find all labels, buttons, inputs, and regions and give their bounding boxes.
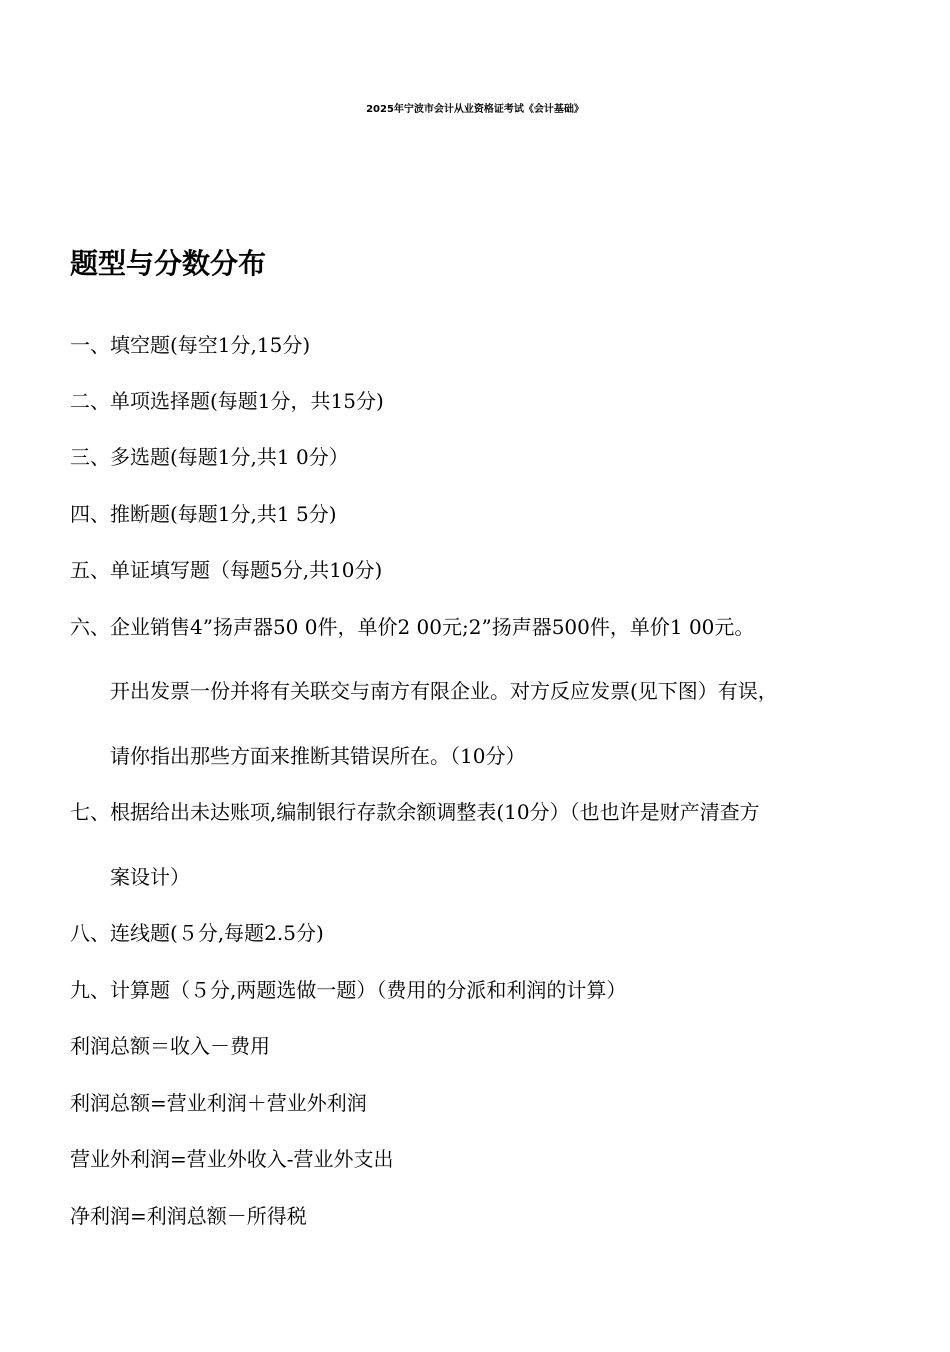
question-type-1: 一、填空题(每空1分,15分) <box>70 333 311 357</box>
question-type-6-continued: 请你指出那些方面来推断其错误所在。（10分） <box>110 744 526 768</box>
question-type-8: 八、连线题(５分,每题2.5分) <box>70 921 324 945</box>
question-type-6-continued: 开出发票一份并将有关联交与南方有限企业。对方反应发票(见下图）有误， <box>110 679 778 703</box>
formula-line: 利润总额=营业利润＋营业外利润 <box>70 1091 367 1115</box>
formula-line: 利润总额＝收入－费用 <box>70 1034 270 1058</box>
section-heading: 题型与分数分布 <box>70 247 267 280</box>
question-type-3: 三、多选题(每题1分,共1 0分） <box>70 445 349 469</box>
question-type-9: 九、计算题（５分,两题选做一题）（费用的分派和利润的计算） <box>70 978 627 1002</box>
question-type-4: 四、推断题(每题1分,共1 5分) <box>70 502 337 526</box>
document-title: 2025年宁波市会计从业资格证考试《会计基础》 <box>366 104 584 115</box>
formula-line: 净利润=利润总额－所得税 <box>70 1204 307 1228</box>
question-type-7-continued: 案设计） <box>110 865 190 889</box>
question-type-5: 五、单证填写题（每题5分,共10分) <box>70 558 383 582</box>
question-type-6: 六、企业销售4”扬声器50 0件，单价2 00元;2”扬声器500件，单价1 00元。 <box>70 615 755 639</box>
question-type-7: 七、根据给出未达账项,编制银行存款余额调整表(10分）（也也许是财产清查方 <box>70 800 760 824</box>
question-type-2: 二、单项选择题(每题1分，共15分) <box>70 389 384 413</box>
formula-line: 营业外利润=营业外收入-营业外支出 <box>70 1147 394 1171</box>
